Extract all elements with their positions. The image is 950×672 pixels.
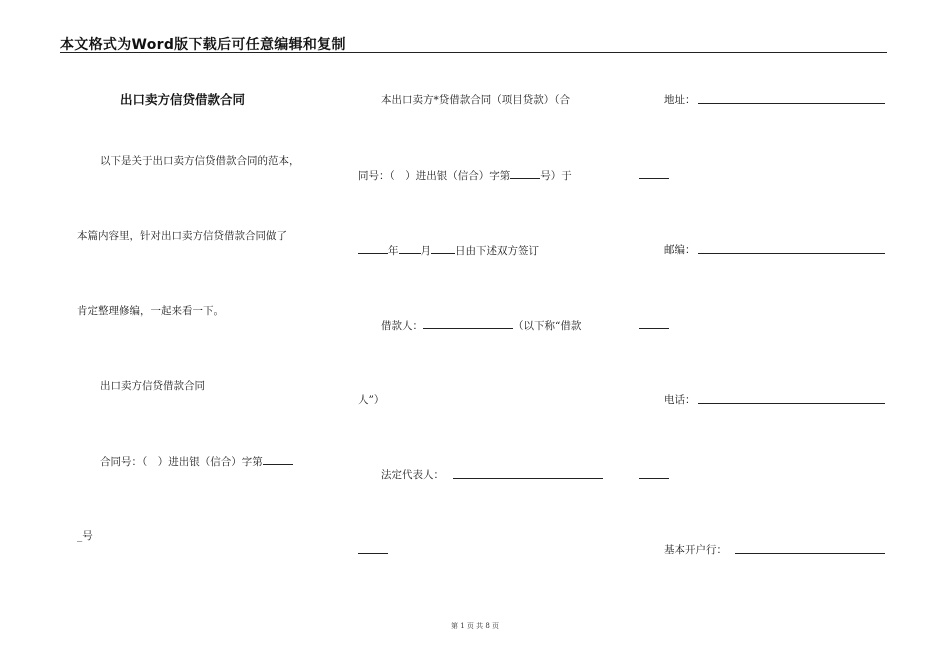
paragraph-line: 肯定整理修编，一起来看一下。 bbox=[77, 305, 224, 317]
column-2 bbox=[352, 0, 608, 672]
borrower-label: 借款人： bbox=[381, 320, 423, 332]
legal-rep-blank bbox=[453, 478, 603, 479]
document-header: 本文格式为Word版下载后可任意编辑和复制 bbox=[60, 37, 346, 53]
column-1 bbox=[60, 0, 330, 672]
blank-underline bbox=[510, 168, 540, 179]
contract-number-label: 合同号：（ ）进出银（信合）字第 bbox=[100, 456, 263, 468]
contract-number-suffix: 号）于 bbox=[540, 170, 572, 182]
contract-number-line bbox=[358, 168, 572, 183]
phone-label: 电话： bbox=[664, 394, 696, 406]
borrower-line bbox=[381, 318, 581, 333]
legal-rep-label: 法定代表人： bbox=[381, 469, 444, 481]
contract-number-label: 同号：（ ）进出银（信合）字第 bbox=[358, 170, 511, 182]
postcode-continuation-blank bbox=[639, 328, 669, 329]
month-blank bbox=[399, 243, 421, 254]
address-continuation-blank bbox=[639, 178, 669, 179]
contract-number-line bbox=[100, 454, 293, 469]
year-label: 年 bbox=[388, 245, 399, 257]
section-title: 出口卖方信贷借款合同 bbox=[100, 380, 205, 392]
day-blank bbox=[431, 243, 455, 254]
year-blank bbox=[358, 243, 388, 254]
contract-title: 出口卖方信贷借款合同 bbox=[120, 92, 246, 107]
paragraph-line: 本篇内容里，针对出口卖方信贷借款合同做了 bbox=[77, 230, 287, 242]
borrower-note: （以下称“借款 bbox=[513, 320, 582, 332]
paragraph-line: 以下是关于出口卖方信贷借款合同的范本， bbox=[100, 155, 300, 167]
postcode-label: 邮编： bbox=[664, 244, 696, 256]
day-label: 日由下述双方签订 bbox=[455, 245, 539, 257]
signing-date-line bbox=[358, 243, 539, 258]
borrower-note-end: 人”） bbox=[358, 394, 385, 406]
borrower-blank bbox=[423, 318, 513, 329]
phone-continuation-blank bbox=[639, 478, 669, 479]
bank-blank bbox=[735, 553, 885, 554]
month-label: 月 bbox=[420, 245, 431, 257]
blank-underline bbox=[263, 454, 293, 465]
page-number: 第 1 页 共 8 页 bbox=[450, 622, 500, 630]
paragraph-line: 本出口卖方*贷借款合同（项目贷款）（合 bbox=[381, 94, 570, 106]
column-3 bbox=[636, 0, 888, 672]
address-blank bbox=[698, 103, 885, 104]
contract-number-suffix: _号 bbox=[77, 530, 93, 542]
postcode-blank bbox=[698, 253, 885, 254]
bank-label: 基本开户行： bbox=[664, 544, 727, 556]
address-label: 地址： bbox=[664, 94, 696, 106]
phone-blank bbox=[698, 403, 885, 404]
continuation-blank bbox=[358, 553, 388, 554]
